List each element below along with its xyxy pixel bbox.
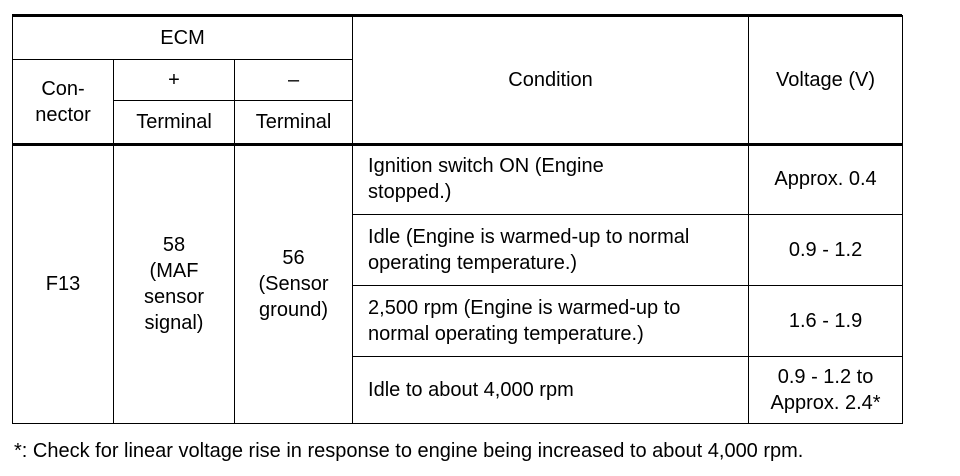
terminal-minus-header [235, 101, 353, 144]
voltage-header [749, 16, 903, 144]
header-bottom-rule [12, 144, 902, 146]
voltage-cell [749, 286, 903, 357]
condition-cell [353, 286, 749, 357]
voltage-cell [749, 144, 903, 215]
minus-header-label: – [287, 69, 300, 91]
footnote: *: Check for linear voltage rise in response to engine being increased to about 4,000 rpm. [14, 440, 804, 462]
voltage-value: Approx. 0.4 [774, 168, 877, 190]
condition-value: Idle to about 4,000 rpm [368, 379, 574, 401]
connector-value: F13 [45, 272, 81, 295]
terminal-plus-header-label: Terminal [136, 111, 212, 133]
terminal-minus-cell [235, 144, 353, 424]
terminal-minus-header-label: Terminal [255, 111, 332, 133]
minus-header [235, 60, 353, 101]
ecm-header [13, 16, 353, 60]
connector-header-label: Con- nector [35, 77, 91, 126]
terminal-plus-cell [114, 144, 235, 424]
condition-header-label: Condition [508, 68, 593, 91]
terminal-plus-header [114, 101, 235, 144]
voltage-cell [749, 357, 903, 424]
condition-value: Idle (Engine is warmed-up to normal operating temperature.) [368, 226, 690, 274]
voltage-value: 0.9 - 1.2 [788, 239, 863, 261]
connector-header [13, 60, 114, 144]
ecm-header-label: ECM [160, 26, 205, 49]
connector-cell [13, 144, 114, 424]
ecm-voltage-table [12, 15, 903, 424]
voltage-header-label: Voltage (V) [776, 68, 875, 91]
condition-value: Ignition switch ON (Engine stopped.) [368, 155, 604, 203]
plus-header [114, 60, 235, 101]
voltage-value: 0.9 - 1.2 to Approx. 2.4* [770, 366, 881, 414]
voltage-value: 1.6 - 1.9 [788, 310, 863, 332]
table-top-rule [12, 14, 902, 17]
voltage-cell [749, 215, 903, 286]
terminal-plus-value: 58 (MAF sensor signal) [143, 233, 205, 334]
condition-cell [353, 357, 749, 424]
plus-header-label: + [168, 69, 180, 91]
terminal-minus-value: 56 (Sensor ground) [258, 246, 329, 321]
condition-value: 2,500 rpm (Engine is warmed-up to normal operating temperature.) [368, 297, 681, 345]
condition-header [353, 16, 749, 144]
condition-cell [353, 144, 749, 215]
condition-cell [353, 215, 749, 286]
